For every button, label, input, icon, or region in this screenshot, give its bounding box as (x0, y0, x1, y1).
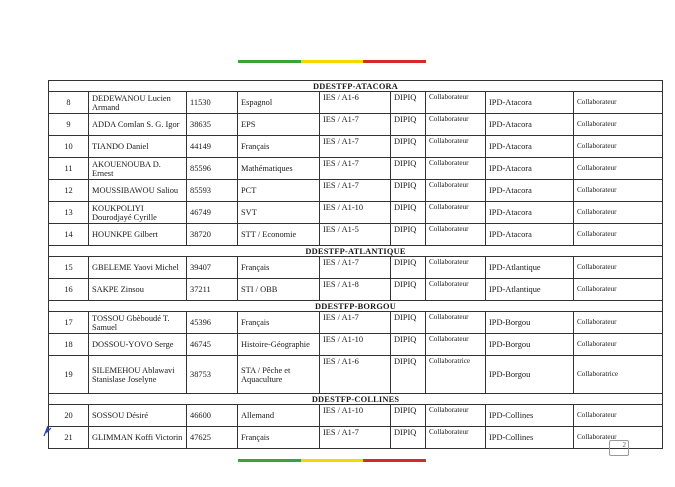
row-number: 10 (49, 136, 89, 158)
role-ipd: Collaborateur (574, 427, 663, 449)
role-ipd: Collaborateur (574, 114, 663, 136)
grade: IES / A1-10 (320, 405, 391, 427)
role-dipiq: Collaborateur (426, 202, 486, 224)
agent-name: AKOUENOUBA D. Ernest (89, 158, 187, 180)
agent-name: TIANDO Daniel (89, 136, 187, 158)
pen-mark-icon (42, 424, 54, 438)
row-number: 17 (49, 312, 89, 334)
section-header-row (49, 301, 663, 312)
table-row (49, 180, 663, 202)
row-number: 16 (49, 279, 89, 301)
grade: IES / A1-7 (320, 257, 391, 279)
role-dipiq: Collaborateur (426, 312, 486, 334)
row-number: 9 (49, 114, 89, 136)
ipd-cell: IPD-Atacora (486, 158, 574, 180)
ipd-cell: IPD-Atacora (486, 92, 574, 114)
matricule: 85596 (187, 158, 238, 180)
row-number: 15 (49, 257, 89, 279)
ipd-cell: IPD-Collines (486, 405, 574, 427)
agent-name: GLIMMAN Koffi Victorin (89, 427, 187, 449)
role-dipiq: Collaborateur (426, 136, 486, 158)
table-row (49, 136, 663, 158)
agent-name: MOUSSIBAWOU Saliou (89, 180, 187, 202)
flag-stripe-bottom (238, 459, 426, 462)
dipiq-cell: DIPIQ (391, 180, 426, 202)
table-row (49, 405, 663, 427)
grade: IES / A1-7 (320, 427, 391, 449)
discipline: STT / Economie (238, 224, 320, 246)
grade: IES / A1-7 (320, 312, 391, 334)
grade: IES / A1-10 (320, 334, 391, 356)
matricule: 38635 (187, 114, 238, 136)
matricule: 47625 (187, 427, 238, 449)
agent-name: DOSSOU-YOVO Serge (89, 334, 187, 356)
discipline: Français (238, 427, 320, 449)
matricule: 37211 (187, 279, 238, 301)
agent-name: TOSSOU Gbèboudé T. Samuel (89, 312, 187, 334)
role-dipiq: Collaborateur (426, 334, 486, 356)
matricule: 44149 (187, 136, 238, 158)
row-number: 11 (49, 158, 89, 180)
row-number: 18 (49, 334, 89, 356)
discipline: SVT (238, 202, 320, 224)
section-header-row (49, 394, 663, 405)
role-ipd: Collaboratrice (574, 356, 663, 394)
table-row (49, 279, 663, 301)
discipline: Français (238, 257, 320, 279)
grade: IES / A1-7 (320, 180, 391, 202)
discipline: Français (238, 312, 320, 334)
agent-name: DEDEWANOU Lucien Armand (89, 92, 187, 114)
matricule: 11530 (187, 92, 238, 114)
table-row (49, 158, 663, 180)
role-ipd: Collaborateur (574, 312, 663, 334)
dipiq-cell: DIPIQ (391, 405, 426, 427)
agent-name: SOSSOU Désiré (89, 405, 187, 427)
role-dipiq: Collaborateur (426, 224, 486, 246)
section-title: DDESTFP-BORGOU (49, 301, 663, 312)
dipiq-cell: DIPIQ (391, 202, 426, 224)
ipd-cell: IPD-Atacora (486, 180, 574, 202)
dipiq-cell: DIPIQ (391, 356, 426, 394)
section-title: DDESTFP-COLLINES (49, 394, 663, 405)
agent-name: SAKPE Zinsou (89, 279, 187, 301)
discipline: STI / OBB (238, 279, 320, 301)
role-dipiq: Collaborateur (426, 92, 486, 114)
agent-name: HOUNKPE Gilbert (89, 224, 187, 246)
ipd-cell: IPD-Collines (486, 427, 574, 449)
ipd-cell: IPD-Atacora (486, 224, 574, 246)
ipd-cell: IPD-Borgou (486, 356, 574, 394)
matricule: 85593 (187, 180, 238, 202)
role-dipiq: Collaborateur (426, 158, 486, 180)
grade: IES / A1-10 (320, 202, 391, 224)
flag-red (363, 60, 426, 63)
table-row (49, 312, 663, 334)
table-row (49, 224, 663, 246)
ipd-cell: IPD-Atacora (486, 136, 574, 158)
role-ipd: Collaborateur (574, 180, 663, 202)
role-ipd: Collaborateur (574, 405, 663, 427)
row-number: 20 (49, 405, 89, 427)
dipiq-cell: DIPIQ (391, 312, 426, 334)
flag-yellow (301, 60, 364, 63)
grade: IES / A1-7 (320, 114, 391, 136)
grade: IES / A1-5 (320, 224, 391, 246)
dipiq-cell: DIPIQ (391, 257, 426, 279)
dipiq-cell: DIPIQ (391, 427, 426, 449)
ipd-cell: IPD-Atlantique (486, 279, 574, 301)
roster-table (48, 80, 663, 449)
role-dipiq: Collaborateur (426, 427, 486, 449)
role-dipiq: Collaborateur (426, 405, 486, 427)
agent-name: KOUKPOLIYI Dourodjayé Cyrille (89, 202, 187, 224)
role-dipiq: Collaborateur (426, 257, 486, 279)
matricule: 38753 (187, 356, 238, 394)
row-number: 12 (49, 180, 89, 202)
role-dipiq: Collaborateur (426, 279, 486, 301)
grade: IES / A1-7 (320, 136, 391, 158)
ipd-cell: IPD-Borgou (486, 334, 574, 356)
flag-green (238, 459, 301, 462)
role-ipd: Collaborateur (574, 136, 663, 158)
discipline: Allemand (238, 405, 320, 427)
role-ipd: Collaborateur (574, 257, 663, 279)
table-row (49, 334, 663, 356)
grade: IES / A1-6 (320, 356, 391, 394)
grade: IES / A1-6 (320, 92, 391, 114)
role-ipd: Collaborateur (574, 158, 663, 180)
flag-red (363, 459, 426, 462)
dipiq-cell: DIPIQ (391, 114, 426, 136)
dipiq-cell: DIPIQ (391, 224, 426, 246)
role-dipiq: Collaborateur (426, 114, 486, 136)
dipiq-cell: DIPIQ (391, 136, 426, 158)
ipd-cell: IPD-Borgou (486, 312, 574, 334)
matricule: 45396 (187, 312, 238, 334)
matricule: 46600 (187, 405, 238, 427)
row-number: 13 (49, 202, 89, 224)
role-dipiq: Collaboratrice (426, 356, 486, 394)
role-ipd: Collaborateur (574, 334, 663, 356)
discipline: PCT (238, 180, 320, 202)
flag-stripe-top (238, 60, 426, 63)
row-number: 19 (49, 356, 89, 394)
section-header-row (49, 81, 663, 92)
section-title: DDESTFP-ATLANTIQUE (49, 246, 663, 257)
row-number: 14 (49, 224, 89, 246)
agent-name: ADDA Comlan S. G. Igor (89, 114, 187, 136)
role-ipd: Collaborateur (574, 279, 663, 301)
section-title: DDESTFP-ATACORA (49, 81, 663, 92)
role-dipiq: Collaborateur (426, 180, 486, 202)
row-number: 21 (49, 427, 89, 449)
table-row (49, 356, 663, 394)
dipiq-cell: DIPIQ (391, 92, 426, 114)
table-row (49, 257, 663, 279)
table-row (49, 427, 663, 449)
matricule: 46745 (187, 334, 238, 356)
matricule: 46749 (187, 202, 238, 224)
ipd-cell: IPD-Atacora (486, 202, 574, 224)
dipiq-cell: DIPIQ (391, 334, 426, 356)
table-row (49, 114, 663, 136)
flag-yellow (301, 459, 364, 462)
dipiq-cell: DIPIQ (391, 279, 426, 301)
discipline: EPS (238, 114, 320, 136)
discipline: Espagnol (238, 92, 320, 114)
role-ipd: Collaborateur (574, 202, 663, 224)
role-ipd: Collaborateur (574, 224, 663, 246)
discipline: Histoire-Géographie (238, 334, 320, 356)
grade: IES / A1-7 (320, 158, 391, 180)
discipline: Français (238, 136, 320, 158)
section-header-row (49, 246, 663, 257)
matricule: 38720 (187, 224, 238, 246)
role-ipd: Collaborateur (574, 92, 663, 114)
grade: IES / A1-8 (320, 279, 391, 301)
agent-name: SILEMEHOU Ablawavi Stanislase Joselyne (89, 356, 187, 394)
ipd-cell: IPD-Atlantique (486, 257, 574, 279)
discipline: Mathématiques (238, 158, 320, 180)
flag-green (238, 60, 301, 63)
page-number: 2 (609, 440, 629, 456)
ipd-cell: IPD-Atacora (486, 114, 574, 136)
matricule: 39407 (187, 257, 238, 279)
table-row (49, 202, 663, 224)
row-number: 8 (49, 92, 89, 114)
agent-name: GBELEME Yaovi Michel (89, 257, 187, 279)
discipline: STA / Pêche et Aquaculture (238, 356, 320, 394)
table-row (49, 92, 663, 114)
dipiq-cell: DIPIQ (391, 158, 426, 180)
